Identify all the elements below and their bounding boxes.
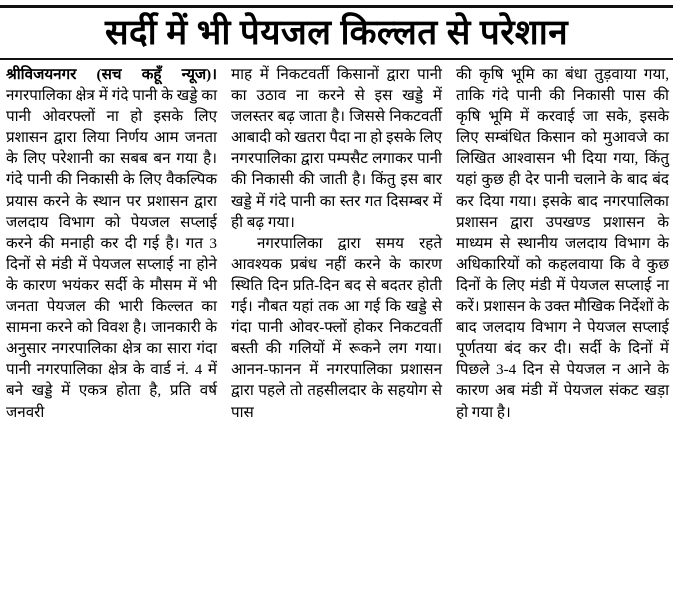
top-border-rule <box>0 5 673 8</box>
article-column-2 <box>231 64 442 423</box>
paragraph <box>456 64 669 423</box>
paragraph-text: की कृषि भूमि का बंधा तुड़वाया गया, ताकि गंदे पानी की निकासी पास की कृषि भूमि में करवाई जा सके, इसके लिए सम्बंधित किसान को मुआवजे का लिखित आश्वासन भी दिया गया, किंतु यहां कुछ ही देर पानी चलाने के बाद बंद कर दिया गया। इसके बाद नगरपालिका प्रशासन द्वारा उपखण्ड प्रशासन के माध्यम से स्थानीय जलदाय विभाग के अधिकारियों को कहलवाया कि वे कुछ दिनों के लिए मंडी में पेयजल सप्लाई ना करें। प्रशासन के उक्त मौखिक निर्देशों के बाद जलदाय विभाग ने पेयजल सप्लाई पूर्णतया बंद कर दी। सर्दी के दिनों में पिछले 3-4 दिन से पेयजल न आने के कारण अब मंडी में पेयजल संकट खड़ा हो गया है। <box>456 66 669 421</box>
paragraph <box>231 64 442 233</box>
paragraph-text: नगरपालिका द्वारा समय रहते आवश्यक प्रबंध नहीं करने के कारण स्थिति दिन प्रति-दिन बद से बदतर होती गई। नौबत यहां तक आ गई कि खड्डे से गंदा पानी ओवर-फ्लों होकर निकटवर्ती बस्ती की गलियों में रूकने लग गया। आनन-फानन में नगरपालिका प्रशासन द्वारा पहले तो तहसीलदार के सहयोग से पास <box>231 234 442 421</box>
paragraph-text: नगरपालिका क्षेत्र में गंदे पानी के खड्डे का पानी ओवरफ्लों ना हो इसके लिए प्रशासन द्वारा लिया निर्णय आम जनता के लिए परेशानी का सबब बन गया है। गंदे पानी की निकासी के लिए वैकल्पिक प्रयास करने के स्थान पर प्रशासन द्वारा जलदाय विभाग को पेयजल सप्लाई करने की मनाही कर दी गई है। गत 3 दिनों से मंडी में पेयजल सप्लाई ना होने के कारण भयंकर सर्दी के मौसम में भी जनता पेयजल की भारी किल्लत का सामना करने को विवश है। जानकारी के अनुसार नगरपालिका क्षेत्र का सारा गंदा पानी नगरपालिका क्षेत्र के वार्ड नं. 4 में बने खड्डे में एकत्र होता है, प्रति वर्ष जनवरी <box>6 87 217 421</box>
dateline: श्रीविजयनगर (सच कहूँ न्यूज)। <box>6 66 217 83</box>
paragraph <box>6 64 217 423</box>
headline-block <box>0 9 673 57</box>
article-columns <box>6 64 667 609</box>
article-column-1 <box>6 64 217 423</box>
article-headline: सर्दी में भी पेयजल किल्लत से परेशान <box>104 13 569 52</box>
headline-divider-rule <box>0 58 673 60</box>
article-column-3 <box>456 64 669 423</box>
paragraph-text: माह में निकटवर्ती किसानों द्वारा पानी का उठाव ना करने से इस खड्डे में जलस्तर बढ़ जाता है। जिससे निकटवर्ती आबादी को खतरा पैदा ना हो इसके लिए नगरपालिका द्वारा पम्पसैट लगाकर पानी की निकासी की जाती है। किंतु इस बार खड्डे में गंदे पानी का स्तर गत दिसम्बर में ही बढ़ गया। <box>231 66 442 231</box>
paragraph <box>231 233 442 423</box>
